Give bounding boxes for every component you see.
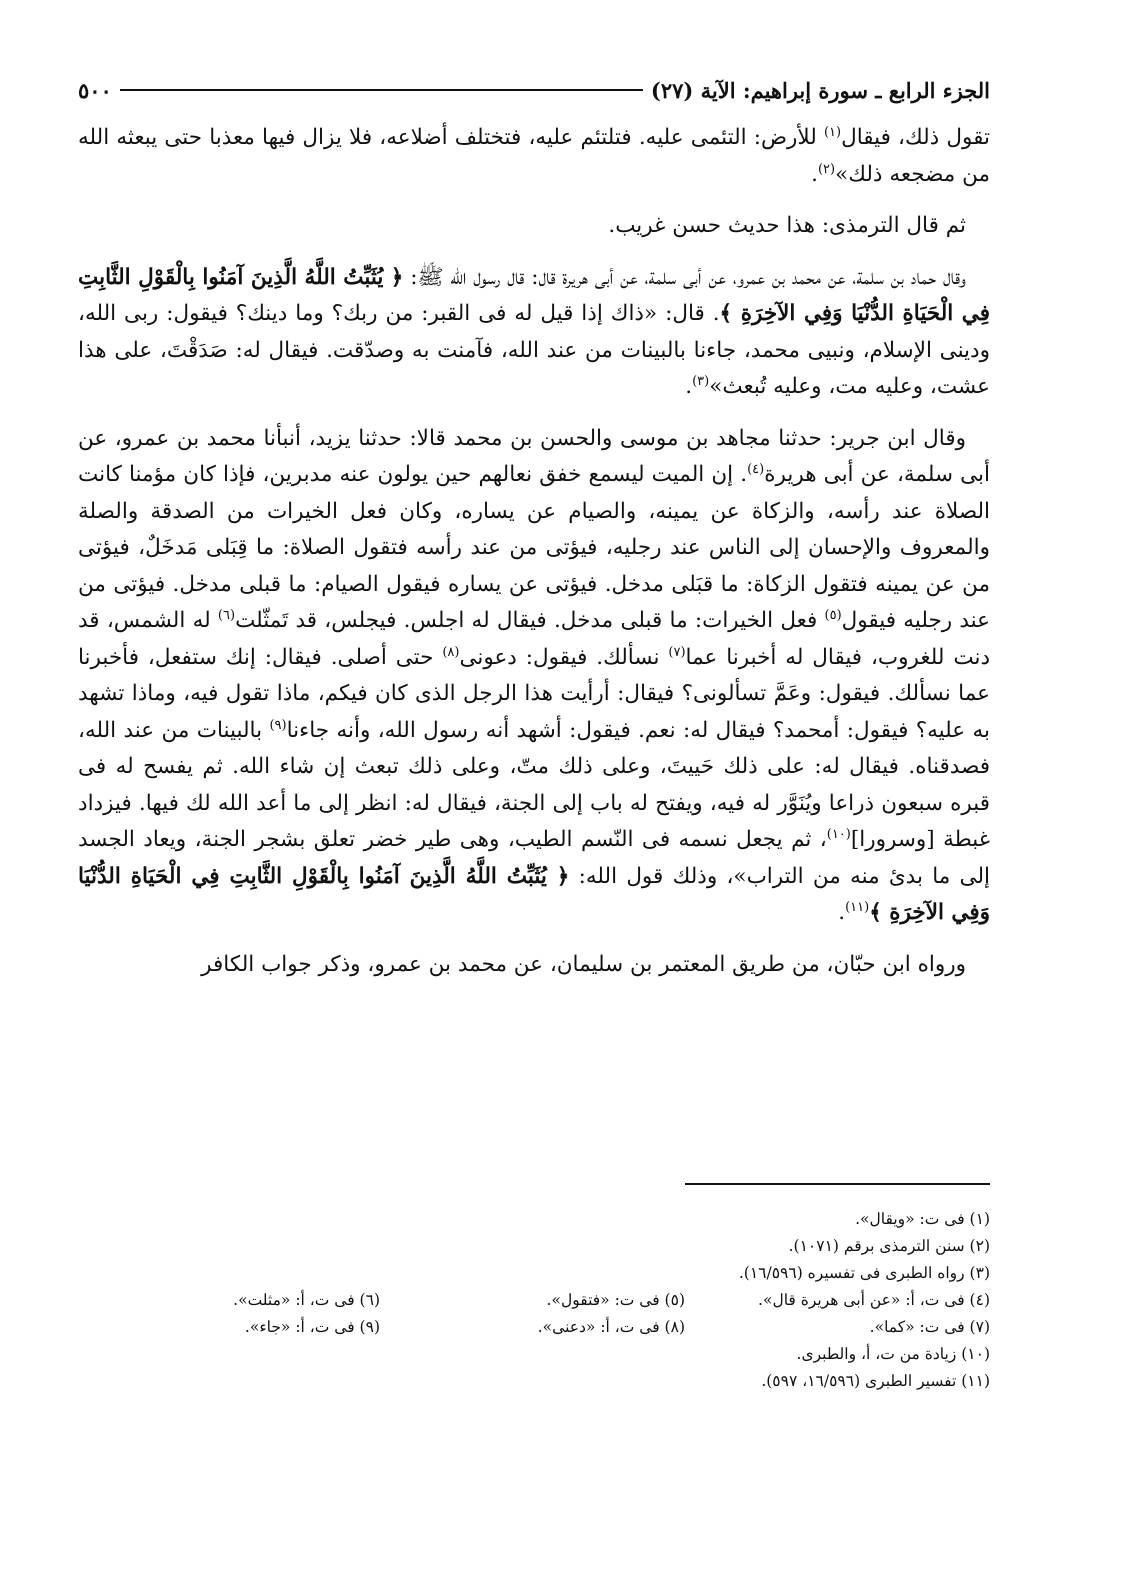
footnote-marker: (١) — [823, 124, 842, 140]
text-run: فعل الخيرات: ما قبلى مدخل. فيقال له اجلس. فيجلس، قد تَمثّلت — [235, 608, 825, 633]
footnote-6: (٦) فى ت، أ: «مثلت». — [233, 1291, 380, 1309]
text-run: تقول ذلك، فيقال — [841, 125, 990, 150]
paragraph — [78, 208, 990, 245]
footnote-10: (١٠) زيادة من ت، أ، والطبرى. — [796, 1345, 990, 1363]
body-text — [78, 120, 990, 983]
book-page — [78, 70, 990, 1550]
text-run: بالبينات من عند الله، فصدقناه. فيقال له: على ذلك حَييتَ، وعلى ذلك متّ، وعلى ذلك تبعث إن شاء الله. ثم يفسح له فى قبره سبعون ذراعا ويُنَوَّر له فيه، ويفتح له باب إلى الجنة، فيقال له: انظر إلى ما أعد الله لك فيها. فيزداد غبطة [وسرورا] — [78, 717, 990, 852]
text-run: ورواه ابن حبّان، من طريق المعتمر بن سليمان، عن محمد بن عمرو، وذكر جواب الكافر — [201, 951, 966, 977]
footnote-3: (٣) رواه الطبرى فى تفسيره (١٦/٥٩٦). — [738, 1264, 990, 1282]
footnote-5: (٥) فى ت: «فتقول». — [546, 1291, 685, 1309]
footnote-marker: (٦) — [217, 607, 236, 623]
text-run: . — [811, 161, 818, 187]
text-run: له الشمس، قد دنت للغروب، فيقال له أخبرنا عما — [78, 608, 991, 670]
footnote-marker: (١٠) — [826, 826, 851, 842]
footnote-2: (٢) سنن الترمذى برقم (١٠٧١). — [788, 1237, 990, 1255]
text-run: حتى أصلى. فيقال: إنك ستفعل، فأخبرنا عما نسألك. فيقول: وعَمَّ تسألونى؟ فيقال: أرأيت هذا الرجل الذى كان فيكم، ماذا تقول فيه، وماذا تشهد به عليه؟ فيقول: أمحمد؟ فيقال له: نعم. فيقول: أشهد أنه رسول الله، وأنه جاءنا — [78, 644, 990, 743]
footnote-marker: (٧) — [668, 644, 686, 660]
text-run: ، ثم يجعل نسمه فى النّسم الطيب، وهى طير خضر تعلق بشجر الجنة، ويعاد الجسد إلى ما بدئ منه من التراب»، وذلك قول الله: — [78, 827, 990, 889]
footnote-marker: (١١) — [845, 899, 870, 915]
page-number: ٥٠٠ — [78, 77, 112, 103]
header-rule — [120, 89, 643, 91]
text-run: . قال: «ذاك إذا قيل له فى القبر: من ربك؟ وما دينك؟ فيقول: ربى الله، ودينى الإسلام، ونبيى محمد، جاءنا بالبينات من عند الله، فآمنت به وصدّقت. فيقال له: صَدَقْتَ، على هذا عشت، وعليه مت، وعليه تُبعث» — [78, 301, 990, 399]
quran-verse: ﴿ يُثَبِّتُ اللَّهُ الَّذِينَ آمَنُوا بِالْقَوْلِ الثَّابِتِ فِي الْحَيَاةِ الدُّنْيَا وَفِي الآخِرَةِ ﴾ — [78, 863, 990, 925]
paragraph — [78, 260, 990, 406]
paragraph — [78, 947, 990, 984]
text-run: وقال حماد بن سلمة، عن محمد بن عمرو، عن أبى سلمة، عن أبى هريرة قال: قال رسول الله ﷺ: — [403, 264, 966, 290]
text-run: وقال ابن جرير: حدثنا مجاهد بن موسى والحسن بن محمد قالا: حدثنا يزيد، أنبأنا محمد بن عمرو، عن أبى سلمة، عن أبى هريرة — [78, 425, 990, 487]
footnote-8: (٨) فى ت، أ: «دعنى». — [537, 1318, 685, 1336]
footnote-marker: (٥) — [824, 607, 842, 623]
footnote-marker: (٨) — [442, 644, 460, 660]
text-run: . — [685, 374, 693, 399]
footnotes — [78, 1206, 990, 1395]
footnote-marker: (٤) — [747, 461, 765, 477]
footnote-marker: (٢) — [817, 161, 836, 177]
footnote-9: (٩) فى ت، أ: «جاء». — [244, 1318, 380, 1336]
footnote-marker: (٩) — [269, 717, 287, 733]
header-title: الجزء الرابع ـ سورة إبراهيم: الآية (٢٧) — [650, 77, 990, 103]
paragraph — [78, 421, 990, 932]
text-run: . — [838, 900, 846, 925]
footnote-4: (٤) فى ت، أ: «عن أبى هريرة قال». — [758, 1291, 990, 1309]
text-run: . إن الميت ليسمع خفق نعالهم حين يولون عنه مدبرين، فإذا كان مؤمنا كانت الصلاة عند رأسه، والزكاة عن يمينه، والصيام عن يساره، وكان فعل الخيرات من الصدقة والصلة والمعروف والإحسان إلى الناس عند رجليه، فيؤتى من عند رأسه فتقول الصلاة: ما قِبَلى مَدخَلٌ، فيؤتى من عن يمينه فتقول الزكاة: ما قبَلى مدخل. فيؤتى عن يساره فيقول الصيام: ما قبلى مدخل. فيؤتى من عند رجليه فيقول — [78, 462, 990, 633]
quran-verse: ﴿ يُثَبِّتُ اللَّهُ الَّذِينَ آمَنُوا بِالْقَوْلِ الثَّابِتِ فِي الْحَيَاةِ الدُّنْيَا وَفِي الآخِرَةِ ﴾ — [78, 264, 990, 326]
footnote-1: (١) فى ت: «ويقال». — [855, 1210, 990, 1228]
text-run: للأرض: التئمى عليه. فتلتئم عليه، فتختلف أضلاعه، فلا يزال فيها معذبا حتى يبعثه الله من مضجعه ذلك» — [78, 125, 990, 187]
running-header — [78, 70, 990, 110]
text-run: نسألك. فيقول: دعونى — [459, 644, 669, 670]
text-run: ثم قال الترمذى: هذا حديث حسن غريب. — [608, 213, 966, 238]
footnote-11: (١١) تفسير الطبرى (١٦/٥٩٦، ٥٩٧). — [761, 1372, 990, 1390]
footnote-separator — [685, 1183, 990, 1185]
paragraph — [78, 120, 990, 193]
footnote-7: (٧) فى ت: «كما». — [869, 1318, 990, 1336]
footnote-marker: (٣) — [692, 373, 710, 389]
